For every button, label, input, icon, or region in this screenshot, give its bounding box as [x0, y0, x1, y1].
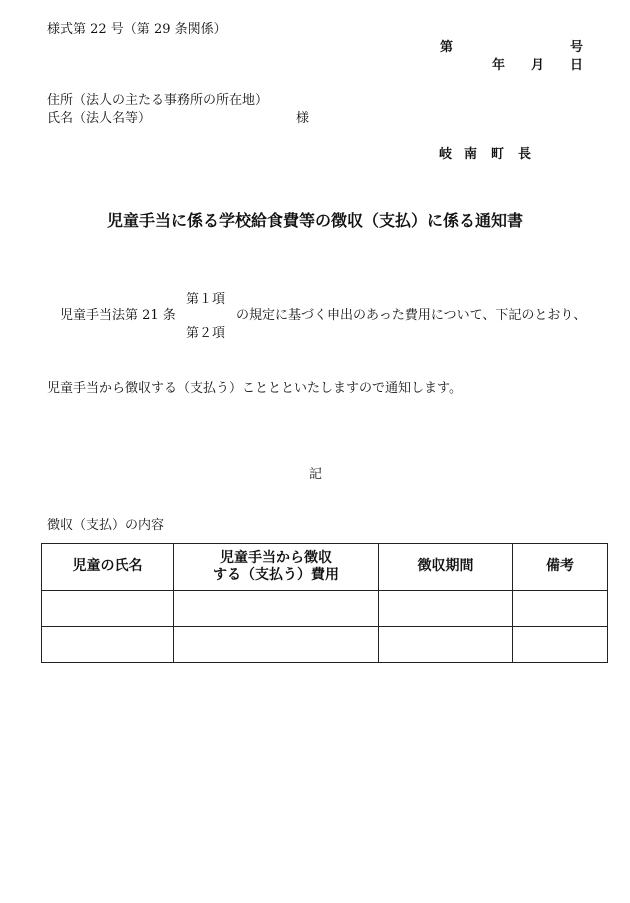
- doc-number-prefix: 第: [440, 40, 454, 55]
- body-line-2: 児童手当から徴収する（支払う）こととといたしますので通知します。: [47, 381, 462, 396]
- cell-period[interactable]: [379, 627, 513, 663]
- header-fee-line-1: 児童手当から徴収: [220, 549, 332, 566]
- document-title: 児童手当に係る学校給食費等の徴収（支払）に係る通知書: [106, 211, 523, 230]
- header-remarks: 備考: [513, 544, 608, 591]
- honorific: 様: [296, 111, 310, 126]
- issuer-char: 長: [518, 147, 532, 162]
- cell-fee[interactable]: [174, 591, 379, 627]
- table-row: [42, 591, 608, 627]
- address-label: 住所（法人の主たる事務所の所在地）: [47, 93, 269, 108]
- date-year: 年: [492, 58, 506, 73]
- form-number: 様式第 22 号（第 29 条関係）: [47, 22, 227, 37]
- content-table: [41, 543, 608, 663]
- header-child-name: 児童の氏名: [42, 544, 174, 591]
- issuer-char: 南: [464, 147, 478, 162]
- date-month: 月: [531, 58, 545, 73]
- doc-number-suffix: 号: [570, 40, 584, 55]
- table-row: [42, 627, 608, 663]
- issuer-char: 岐: [439, 147, 453, 162]
- cell-fee[interactable]: [174, 627, 379, 663]
- cell-child-name[interactable]: [42, 591, 174, 627]
- body-line-1-rest: の規定に基づく申出のあった費用について、下記のとおり、: [236, 308, 587, 323]
- header-fee: [174, 544, 379, 591]
- clause-2: 第２項: [186, 326, 226, 341]
- section-label: 徴収（支払）の内容: [47, 518, 165, 533]
- law-reference: 児童手当法第 21 条: [60, 308, 176, 323]
- table-header-row: [42, 544, 608, 591]
- cell-child-name[interactable]: [42, 627, 174, 663]
- ki-mark: 記: [309, 467, 323, 482]
- clause-1: 第１項: [186, 292, 226, 307]
- issuer-char: 町: [491, 147, 505, 162]
- date-day: 日: [570, 58, 584, 73]
- header-fee-line-2: する（支払う）費用: [213, 567, 339, 583]
- cell-remarks[interactable]: [513, 627, 608, 663]
- cell-period[interactable]: [379, 591, 513, 627]
- name-label: 氏名（法人名等）: [47, 111, 152, 126]
- header-period: 徴収期間: [379, 544, 513, 591]
- cell-remarks[interactable]: [513, 591, 608, 627]
